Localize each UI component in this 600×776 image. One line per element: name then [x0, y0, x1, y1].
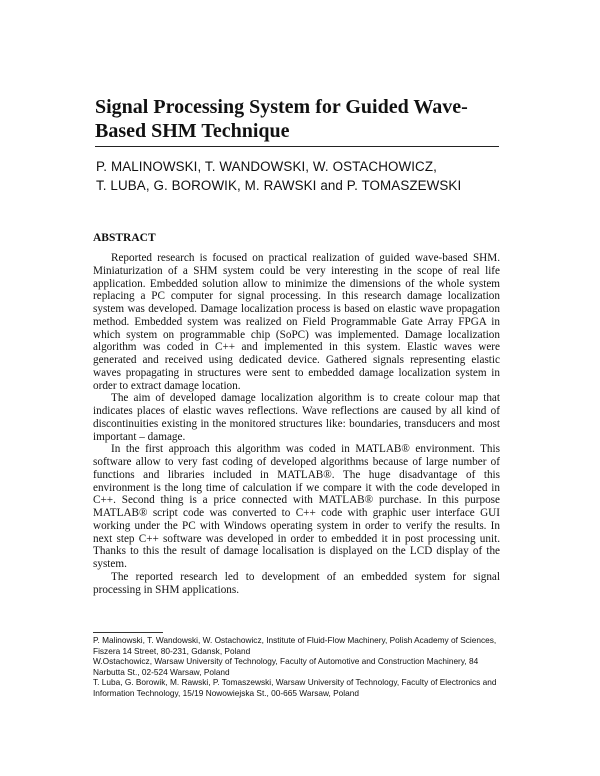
paper-title: Signal Processing System for Guided Wave-Based SHM Technique [95, 96, 468, 142]
abstract-paragraph: The reported research led to development of an embedded system for signal processing in SHM applications. [93, 570, 500, 596]
author-line: T. LUBA, G. BOROWIK, M. RAWSKI and P. TOMASZEWSKI [96, 178, 462, 193]
abstract-paragraph: Reported research is focused on practical realization of guided wave-based SHM. Miniaturization of a SHM system could be very interesting in the scope of real life application. Embedded solution allow to minimize the dimensions of the whole system replacing a PC computer for signal processing. In this research damage localization system was developed. Damage localization process is based on elastic wave propagation method. Embedded system was realized on Field Programmable Gate Array FPGA in which system on programmable chip (SoPC) was implemented. Damage localization algorithm was coded in C++ and implemented in this system. Elastic waves were generated and received using dedicated device. Gathered signals representing elastic waves propagating in structures were sent to embedded damage localization system in order to extract damage location. [93, 252, 500, 392]
title-divider [95, 146, 499, 147]
abstract-paragraph: The aim of developed damage localization algorithm is to create colour map that indicates places of elastic waves reflections. Wave reflections are caused by all kind of discontinuities existing in the monitored structures like: boundaries, transducers and most important – damage. [93, 392, 500, 443]
footnote-affiliation: W.Ostachowicz, Warsaw University of Technology, Faculty of Automotive and Construction Machinery, 84 Narbutta St., 02-524 Warsaw, Poland [93, 656, 479, 677]
footnote-affiliation: T. Luba, G. Borowik, M. Rawski, P. Tomaszewski, Warsaw University of Technology, Faculty of Electronics and Information Technology, 15/19 Nowowiejska St., 00-665 Warsaw, Poland [93, 677, 497, 698]
author-list [96, 157, 516, 195]
footnote-divider [93, 632, 163, 633]
abstract-paragraph: In the first approach this algorithm was coded in MATLAB® environment. This software allow to very fast coding of developed algorithms because of large number of functions and libraries included in MATLAB®. The huge disadvantage of this environment is the long time of calculation if we compare it with the code developed in C++. Second thing is a price connected with MATLAB® purchase. In this purpose MATLAB® script code was converted to C++ code with graphic user interface GUI working under the PC with Windows operating system in order to verify the results. In next step C++ software was developed in order to embedded it in post processing unit. Thanks to this the result of damage localisation is displayed on the LCD display of the system. [93, 443, 500, 570]
author-line: P. MALINOWSKI, T. WANDOWSKI, W. OSTACHOWICZ, [96, 159, 437, 174]
footnote-affiliation: P. Malinowski, T. Wandowski, W. Ostachowicz, Institute of Fluid-Flow Machinery, Polish Academy of Sciences, Fiszera 14 Street, 80-231, Gdansk, Poland [93, 635, 497, 656]
abstract-heading: ABSTRACT [93, 232, 156, 244]
footnotes [93, 635, 503, 699]
abstract-body [93, 252, 500, 596]
